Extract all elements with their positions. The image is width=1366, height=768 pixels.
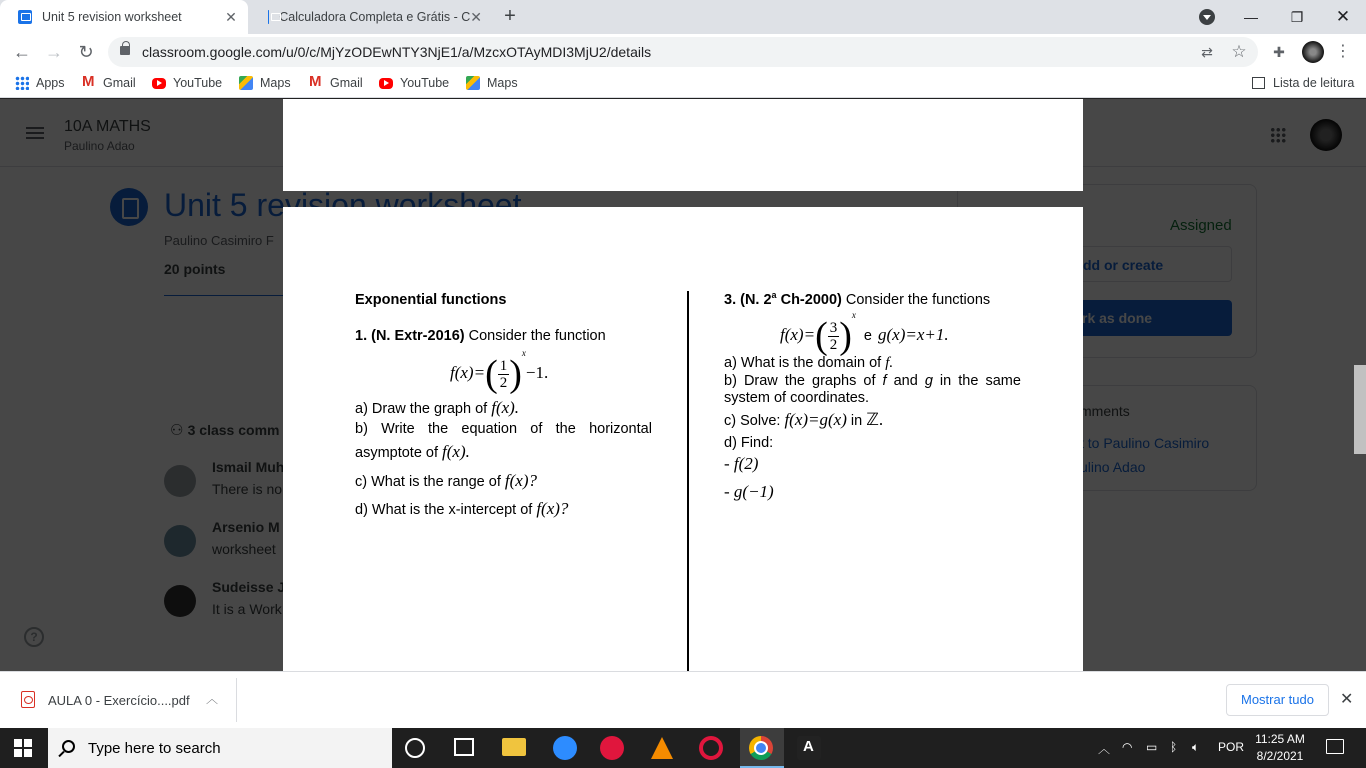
extensions-icon[interactable]: ✚ — [1273, 44, 1285, 60]
file-explorer-icon[interactable] — [502, 738, 526, 756]
bluetooth-icon[interactable]: ᛒ — [1170, 740, 1178, 754]
tab-title: Unit 5 revision worksheet — [42, 10, 182, 24]
zoom-icon[interactable] — [553, 736, 577, 760]
bookmarks-bar — [0, 70, 1366, 98]
tab-unit5-worksheet[interactable] — [0, 0, 248, 34]
bookmark-apps[interactable]: Apps — [15, 76, 65, 90]
question-1b-line2: asymptote of f(x). — [355, 442, 470, 461]
tab-close-icon[interactable]: ✕ — [470, 8, 482, 25]
calculator-favicon-icon — [268, 10, 269, 24]
download-shelf — [0, 671, 1366, 728]
volume-icon[interactable]: 🔈︎ — [1192, 740, 1200, 754]
scrollbar-thumb[interactable] — [1354, 365, 1366, 454]
pdf-file-icon — [21, 691, 35, 708]
cortana-icon[interactable] — [405, 738, 425, 758]
battery-icon[interactable]: ▭ — [1146, 740, 1158, 754]
close-icon[interactable]: ✕ — [1340, 691, 1354, 708]
question-1d: d) What is the x-intercept of f(x)? — [355, 499, 569, 518]
vlc-icon[interactable] — [651, 737, 673, 759]
network-icon[interactable]: ◠ — [1122, 740, 1133, 754]
gmail-icon — [82, 76, 96, 90]
opera-icon[interactable] — [699, 736, 723, 760]
youtube-icon — [379, 78, 393, 89]
tab-calculadora[interactable] — [250, 0, 488, 34]
question-3d-item-2: - g(−1) — [724, 482, 774, 501]
question-1b-line1: b) Write the equation of the horizontal — [355, 421, 652, 437]
forward-icon[interactable]: → — [45, 42, 63, 62]
system-clock[interactable]: 11:25 AM 8/2/2021 — [1255, 732, 1305, 763]
question-3b-line1: b) Draw the graphs of f and g in the same — [724, 373, 1021, 389]
bookmark-gmail[interactable]: M Gmail — [82, 76, 136, 90]
tab-strip — [0, 0, 1366, 34]
tab-close-icon[interactable]: ✕ — [225, 8, 237, 25]
bookmark-gmail[interactable]: M Gmail — [309, 76, 363, 90]
question-3d-item-1: - f(2) — [724, 454, 759, 473]
pdf-page-current — [283, 207, 1083, 671]
language-indicator[interactable]: POR — [1218, 740, 1245, 754]
browser-toolbar — [0, 34, 1366, 70]
section-heading: Exponential functions — [355, 292, 507, 308]
translate-icon[interactable]: ⇄ — [1201, 44, 1213, 60]
question-3-intro: 3. (N. 2$^a$ Ch-2000) Consider the functions — [724, 290, 991, 308]
url-text[interactable]: classroom.google.com/u/0/c/MjYzODEwNTY3NjE1/a/MzcxOTAyMDI3MjU2/details — [142, 44, 652, 60]
back-icon[interactable]: ← — [13, 42, 31, 62]
question-3b-line2: system of coordinates. — [724, 390, 870, 406]
close-window-icon[interactable]: ✕ — [1335, 7, 1351, 26]
bookmark-youtube[interactable]: YouTube — [152, 76, 222, 90]
question-1a: a) Draw the graph of f(x). — [355, 398, 520, 417]
tab-search-icon[interactable] — [1199, 9, 1215, 25]
bookmark-maps[interactable]: Maps — [239, 76, 291, 90]
question-3c: c) Solve: f(x)=g(x) in ℤ. — [724, 410, 884, 429]
notifications-icon[interactable] — [1326, 739, 1344, 754]
minimize-icon[interactable]: — — [1244, 9, 1258, 25]
new-tab-button[interactable]: + — [504, 5, 516, 27]
question-1-intro: 1. (N. Extr-2016) Consider the function — [355, 328, 606, 344]
menu-kebab-icon[interactable]: ⋮ — [1335, 43, 1351, 60]
restore-icon[interactable]: ❐ — [1290, 8, 1304, 25]
windows-taskbar — [0, 728, 1366, 768]
question-3d: d) Find: — [724, 435, 774, 451]
taskbar-search-input[interactable]: Type here to search — [48, 728, 392, 768]
question-3-formula: f(x)=( $\frac{3}{2}$ )$^x$ e g(x)=x+1. — [780, 310, 949, 358]
lock-icon[interactable] — [120, 46, 130, 55]
maps-icon — [466, 76, 480, 90]
question-1c: c) What is the range of f(x)? — [355, 471, 537, 490]
column-divider — [687, 291, 689, 671]
profile-avatar[interactable] — [1302, 41, 1324, 63]
task-view-icon[interactable] — [454, 738, 474, 756]
address-bar[interactable] — [108, 37, 1258, 67]
apps-grid-icon — [15, 76, 29, 90]
bookmark-youtube[interactable]: YouTube — [379, 76, 449, 90]
classroom-favicon-icon — [18, 10, 32, 24]
bookmark-maps[interactable]: Maps — [466, 76, 518, 90]
show-all-button[interactable]: Mostrar tudo — [1226, 684, 1329, 716]
download-item[interactable]: AULA 0 - Exercício....pdf — [48, 693, 190, 708]
reload-icon[interactable]: ↻ — [78, 42, 94, 62]
chrome-icon[interactable] — [749, 736, 773, 760]
gmail-icon — [309, 76, 323, 90]
chevron-up-icon[interactable]: ︿ — [206, 692, 219, 706]
maps-icon — [239, 76, 253, 90]
reading-list-icon — [1252, 77, 1265, 89]
acrobat-icon[interactable] — [797, 736, 821, 760]
bookmark-star-icon[interactable]: ☆ — [1231, 42, 1247, 61]
question-3a: a) What is the domain of f. — [724, 355, 894, 371]
reading-list-button[interactable]: Lista de leitura — [1252, 76, 1354, 90]
youtube-icon — [152, 78, 166, 89]
question-1-formula: f(x)=( $\frac{1}{2}$ )$^x$−1. — [450, 348, 549, 396]
chevron-up-icon[interactable]: ︿ — [1098, 742, 1111, 756]
windows-start-icon[interactable] — [14, 739, 32, 757]
pdf-page-previous — [283, 99, 1083, 191]
divider — [236, 678, 237, 722]
opera-gx-icon[interactable] — [600, 736, 624, 760]
tab-title: Calculadora Completa e Grátis - C — [279, 10, 471, 24]
search-icon — [62, 740, 75, 753]
